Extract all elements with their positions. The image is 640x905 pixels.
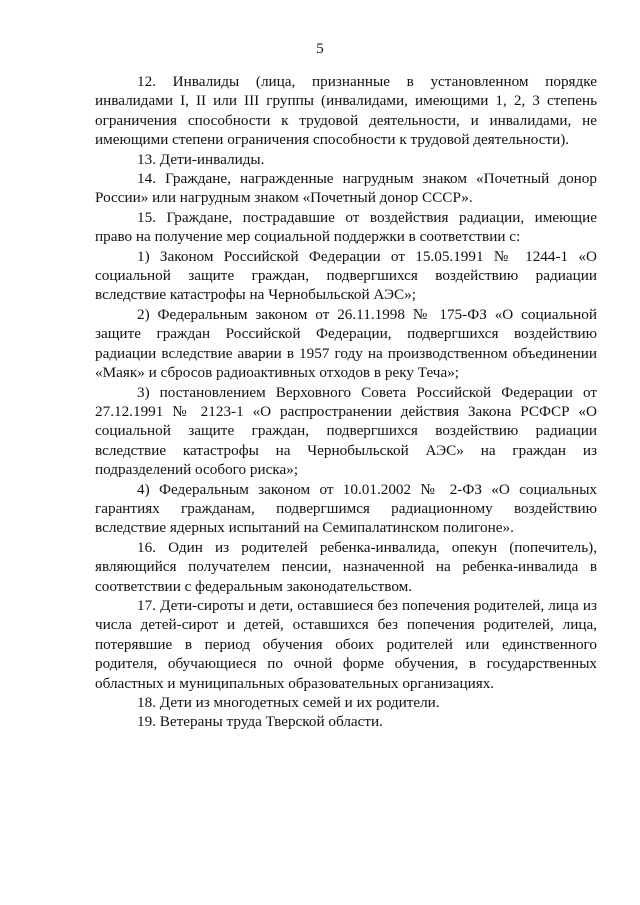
- list-item-16: 16. Один из родителей ребенка-инвалида, опекун (попечитель), являющийся получателем пенсии, назначенной на ребенка-инвалида в соответствии с федеральным законодательством.: [95, 538, 597, 595]
- list-item-14: 14. Граждане, награжденные нагрудным знаком «Почетный донор России» или нагрудным знаком «Почетный донор СССР».: [95, 170, 597, 207]
- document-body: [95, 72, 597, 732]
- sub-item-15-1: 1) Законом Российской Федерации от 15.05.1991 № 1244-1 «О социальной защите граждан, подвергшихся воздействию радиации вследствие катастрофы на Чернобыльской АЭС»;: [95, 247, 597, 304]
- sub-item-15-3: 3) постановлением Верховного Совета Российской Федерации от 27.12.1991 № 2123-1 «О распространении действия Закона РСФСР «О социальной защите граждан, подвергшихся воздействию радиации вследствие катастрофы на Чернобыльской АЭС» на граждан из подразделений особого риска»;: [95, 383, 597, 479]
- sub-item-15-4: 4) Федеральным законом от 10.01.2002 № 2-ФЗ «О социальных гарантиях гражданам, подвергшимся радиационному воздействию вследствие ядерных испытаний на Семипалатинском полигоне».: [95, 480, 597, 537]
- list-item-19: 19. Ветераны труда Тверской области.: [137, 713, 383, 731]
- page-number: 5: [316, 41, 324, 57]
- list-item-17: 17. Дети-сироты и дети, оставшиеся без попечения родителей, лица из числа детей-сирот и детей, оставшихся без попечения родителей, лица, потерявшие в период обучения обоих родителей или единственного родителя, обучающиеся по очной форме обучения, в государственных областных и муниципальных образовательных организациях.: [95, 596, 597, 692]
- sub-item-15-2: 2) Федеральным законом от 26.11.1998 № 175-ФЗ «О социальной защите граждан Российской Федерации, подвергшихся воздействию радиации вследствие аварии в 1957 году на производственном объединении «Маяк» и сбросов радиоактивных отходов в реку Теча»;: [95, 305, 597, 382]
- list-item-12: 12. Инвалиды (лица, признанные в установленном порядке инвалидами I, II или III группы (инвалидами, имеющими 1, 2, 3 степень ограничения способности к трудовой деятельности, и инвалидами, не имеющими степени ограничения способности к трудовой деятельности).: [95, 73, 597, 149]
- list-item-13: 13. Дети-инвалиды.: [137, 150, 265, 168]
- list-item-15: 15. Граждане, пострадавшие от воздействия радиации, имеющие право на получение мер социальной поддержки в соответствии с:: [95, 208, 597, 246]
- list-item-18: 18. Дети из многодетных семей и их родители.: [137, 694, 440, 711]
